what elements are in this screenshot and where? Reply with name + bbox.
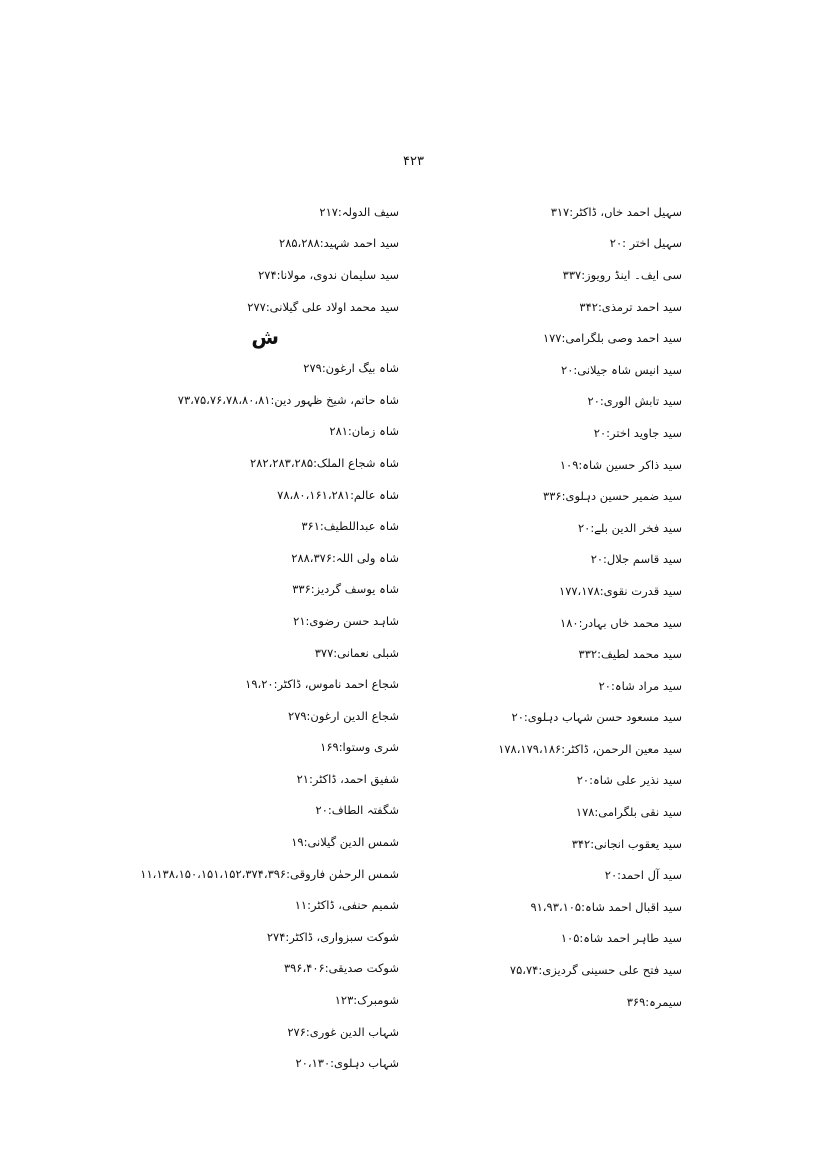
index-entry: سید نذیر علی شاہ:۲۰ bbox=[576, 773, 682, 788]
index-entry: شاہ زمان:۲۸۱ bbox=[329, 424, 399, 439]
index-entry: شگفتہ الطاف:۲۰ bbox=[315, 803, 399, 818]
index-entry: سید آل احمد:۲۰ bbox=[604, 868, 682, 883]
index-entry: سید ضمیر حسین دہلوی:۳۳۶ bbox=[543, 489, 682, 504]
index-entry: شہاب الدین غوری:۲۷۶ bbox=[287, 1024, 399, 1039]
index-entry: شبلی نعمانی:۳۷۷ bbox=[314, 645, 399, 660]
index-entry: سید مسعود حسن شہاب دہلوی:۲۰ bbox=[511, 710, 682, 725]
index-entry: سید قدرت نقوی:۱۷۷،۱۷۸ bbox=[559, 583, 682, 598]
index-entry: سید احمد وصی بلگرامی:۱۷۷ bbox=[542, 331, 682, 346]
index-column-left bbox=[99, 196, 399, 1079]
index-entry: شاہ ولی اللہ:۲۸۸،۳۷۶ bbox=[291, 550, 399, 565]
index-entry: سید سلیمان ندوی، مولانا:۲۷۴ bbox=[258, 267, 399, 282]
index-entry: شوکت صدیقی:۳۹۶،۴۰۶ bbox=[283, 961, 399, 976]
index-entry: شاہد حسن رضوی:۲۱ bbox=[293, 613, 399, 628]
index-entry: شمیم حنفی، ڈاکٹر:۱۱ bbox=[294, 898, 399, 913]
index-entry: سید اقبال احمد شاہ:۹۱،۹۳،۱۰۵ bbox=[530, 899, 682, 914]
index-entry: شفیق احمد، ڈاکٹر:۲۱ bbox=[296, 771, 399, 786]
index-entry: سید محمد لطیف:۳۳۲ bbox=[578, 647, 682, 662]
index-entry: شجاع احمد ناموس، ڈاکٹر:۱۹،۲۰ bbox=[245, 677, 399, 692]
index-column-right bbox=[382, 196, 682, 1017]
index-entry: سیف الدولہ:۲۱۷ bbox=[319, 204, 399, 219]
index-entry: شہاب دہلوی:۲۰،۱۳۰ bbox=[295, 1056, 399, 1071]
index-entry: شری وستوا:۱۶۹ bbox=[320, 740, 399, 755]
index-entry: سید ذاکر حسین شاہ:۱۰۹ bbox=[559, 457, 682, 472]
index-entry: شاہ عالم:۷۸،۸۰،۱۶۱،۲۸۱ bbox=[277, 487, 399, 502]
index-entry: سید محمد اولاد علی گیلانی:۲۷۷ bbox=[247, 299, 399, 314]
index-entry: سید فتح علی حسینی گردیزی:۷۵،۷۴ bbox=[509, 963, 682, 978]
index-entry: سید مراد شاہ:۲۰ bbox=[598, 678, 682, 693]
index-entry: سہیل اختر :۲۰ bbox=[609, 236, 682, 251]
index-entry: سید یعقوب انجانی:۳۴۲ bbox=[571, 836, 682, 851]
index-entry: سید انیس شاہ جیلانی:۲۰ bbox=[561, 362, 682, 377]
index-entry: شاہ یوسف گردیز:۳۳۶ bbox=[292, 582, 399, 597]
index-entry: شمس الرحمٰن فاروقی:۱۱،۱۳۸،۱۵۰،۱۵۱،۱۵۲،۳۷۴،۳۹۶ bbox=[140, 866, 399, 881]
index-entry: شمس الدین گیلانی:۱۹ bbox=[291, 835, 399, 850]
index-entry: سید احمد ترمذی:۳۴۲ bbox=[579, 299, 682, 314]
index-entry: شوکت سبزواری، ڈاکٹر:۲۷۴ bbox=[266, 929, 399, 944]
index-entry: سید قاسم جلال:۲۰ bbox=[590, 552, 682, 567]
index-entry: سید محمد خاں بہادر:۱۸۰ bbox=[560, 615, 682, 630]
index-entry: سید احمد شہید:۲۸۵،۲۸۸ bbox=[279, 236, 399, 251]
index-entry: شومبرک:۱۲۳ bbox=[334, 993, 399, 1008]
index-entry: سی ایف۔ اینڈ رویوز:۳۳۷ bbox=[562, 267, 682, 282]
index-entry: سید تابش الوری:۲۰ bbox=[587, 394, 682, 409]
index-entry: سید فخر الدین بلے:۲۰ bbox=[577, 520, 682, 535]
index-entry: سید جاوید اختر:۲۰ bbox=[593, 425, 682, 440]
index-entry: سید نقی بلگرامی:۱۷۸ bbox=[575, 805, 682, 820]
index-entry: شاہ بیگ ارغون:۲۷۹ bbox=[303, 361, 399, 376]
index-entry: شاہ عبداللطیف:۳۶۱ bbox=[301, 519, 399, 534]
index-entry: شاہ حاتم، شیخ ظہور دین:۷۳،۷۵،۷۶،۷۸،۸۰،۸۱ bbox=[177, 392, 399, 407]
index-entry: سید طاہر احمد شاہ:۱۰۵ bbox=[560, 931, 682, 946]
index-entry: سیمرہ:۳۶۹ bbox=[626, 994, 682, 1009]
index-entry: سہیل احمد خاں، ڈاکٹر:۳۱۷ bbox=[550, 204, 682, 219]
page-number: ۴۲۳ bbox=[403, 154, 424, 169]
section-letter-heading: ش bbox=[251, 325, 279, 350]
index-entry: شجاع الدین ارغون:۲۷۹ bbox=[288, 708, 399, 723]
index-entry: شاہ شجاع الملک:۲۸۲،۲۸۳،۲۸۵ bbox=[250, 455, 399, 470]
index-entry: سید معین الرحمن، ڈاکٹر:۱۷۸،۱۷۹،۱۸۶ bbox=[498, 741, 682, 756]
